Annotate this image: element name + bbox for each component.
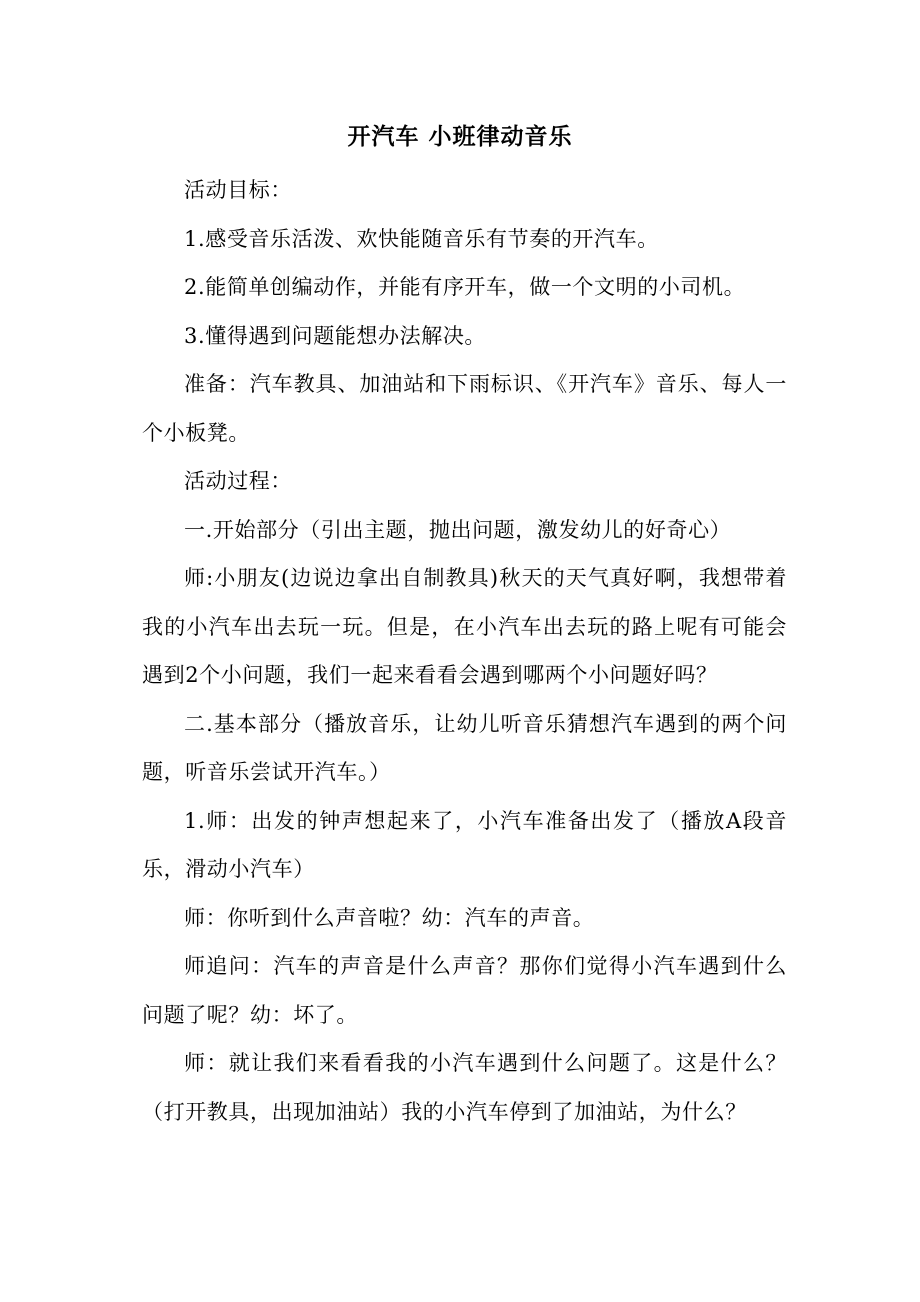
paragraph-step-1: 1.师：出发的钟声想起来了，小汽车准备出发了（播放A段音乐，滑动小汽车） bbox=[142, 808, 787, 881]
document-body bbox=[142, 166, 787, 1136]
paragraph-process-heading: 活动过程： bbox=[184, 469, 292, 493]
paragraph-gas-station: 师：就让我们来看看我的小汽车遇到什么问题了。这是什么？（打开教具，出现加油站）我的小汽车停到了加油站，为什么？ bbox=[142, 1051, 787, 1124]
paragraph-goal-1: 1.感受音乐活泼、欢快能随音乐有节奏的开汽车。 bbox=[184, 226, 659, 251]
paragraph-follow-up: 师追问：汽车的声音是什么声音？那你们觉得小汽车遇到什么问题了呢？幼：坏了。 bbox=[142, 954, 787, 1027]
paragraph-part-two: 二.基本部分（播放音乐，让幼儿听音乐猜想汽车遇到的两个问题，听音乐尝试开汽车。） bbox=[142, 711, 787, 784]
paragraph-goals-heading: 活动目标： bbox=[184, 178, 292, 202]
paragraph-part-one: 一.开始部分（引出主题，抛出问题，激发幼儿的好奇心） bbox=[184, 517, 732, 542]
paragraph-teacher-intro: 师:小朋友(边说边拿出自制教具)秋天的天气真好啊，我想带着我的小汽车出去玩一玩。但是，在小汽车出去玩的路上呢有可能会遇到2个小问题，我们一起来看看会遇到哪两个小问题好吗？ bbox=[142, 566, 787, 687]
paragraph-goal-3: 3.懂得遇到问题能想办法解决。 bbox=[184, 323, 487, 348]
document-title: 开汽车 小班律动音乐 bbox=[347, 123, 573, 150]
paragraph-preparation: 准备：汽车教具、加油站和下雨标识、《开汽车》音乐、每人一个小板凳。 bbox=[142, 372, 787, 445]
paragraph-goal-2: 2.能简单创编动作，并能有序开车，做一个文明的小司机。 bbox=[184, 275, 746, 299]
paragraph-question: 师：你听到什么声音啦？幼：汽车的声音。 bbox=[184, 905, 595, 930]
